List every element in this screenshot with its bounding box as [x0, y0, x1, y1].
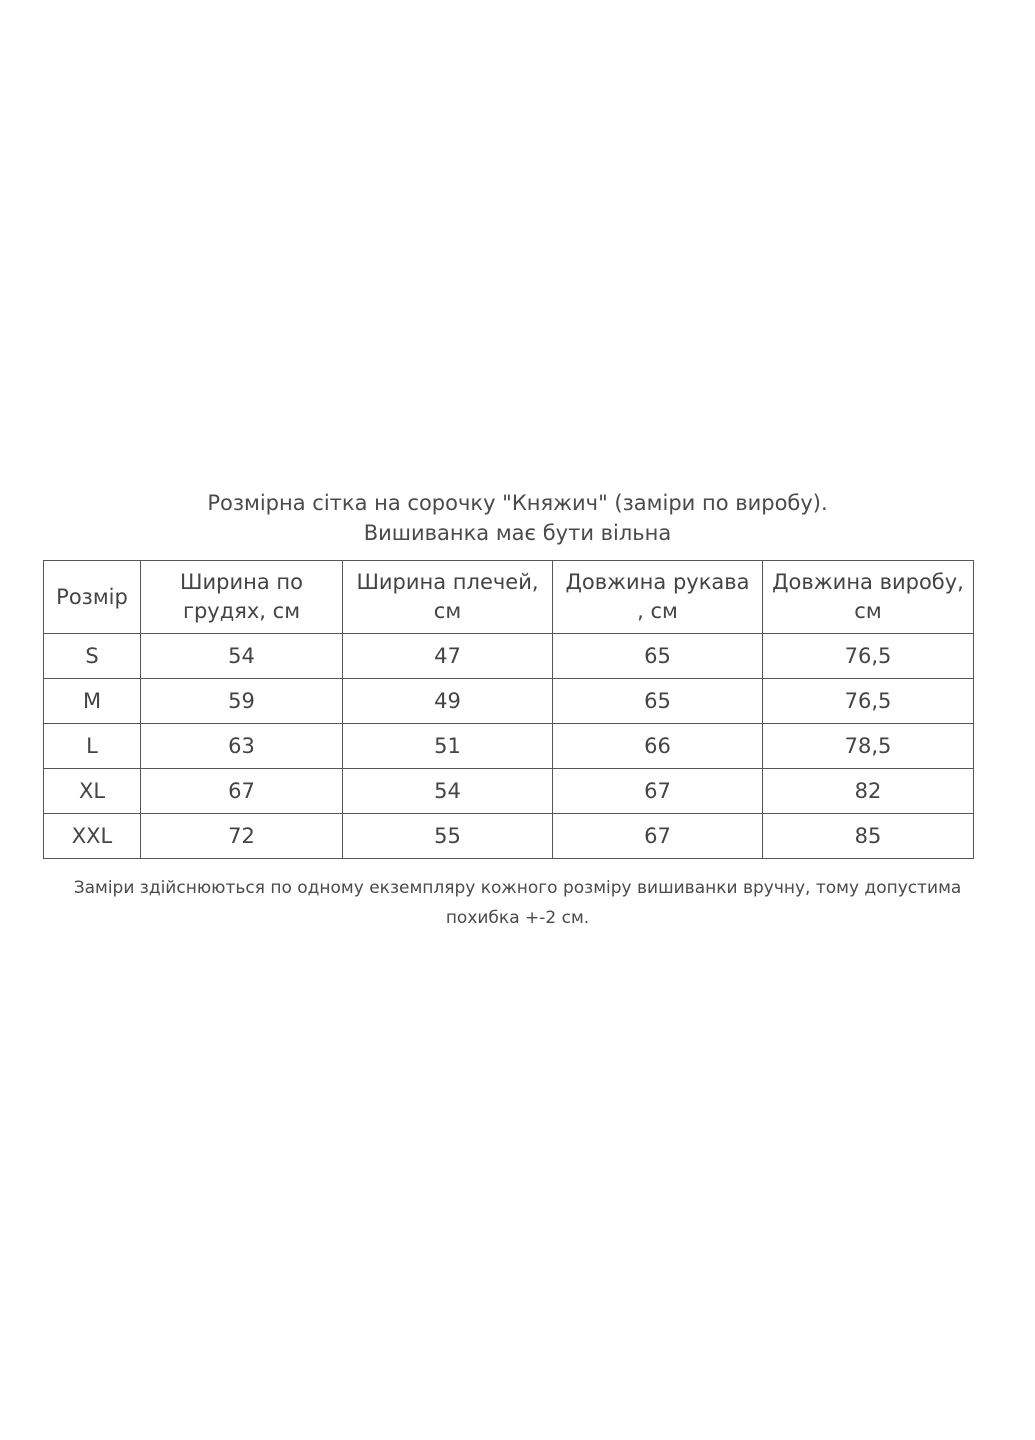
cell-shoulder-width: 51 [343, 724, 553, 769]
title-line-1: Розмірна сітка на сорочку "Княжич" (заміри по виробу). [207, 491, 828, 515]
cell-size: XXL [44, 814, 141, 859]
cell-size: S [44, 634, 141, 679]
title-line-2: Вишиванка має бути вільна [363, 521, 672, 545]
size-table [43, 560, 974, 859]
cell-shoulder-width: 54 [343, 769, 553, 814]
cell-shoulder-width: 55 [343, 814, 553, 859]
header-chest-width: Ширина по грудях, см [141, 561, 343, 634]
cell-chest-width: 63 [141, 724, 343, 769]
cell-chest-width: 67 [141, 769, 343, 814]
table-row [44, 679, 974, 724]
table-row [44, 634, 974, 679]
table-row [44, 724, 974, 769]
measurement-note: Заміри здійснюються по одному екземпляру кожного розміру вишиванки вручну, тому допустима похибка +-2 см. [73, 878, 962, 928]
cell-shoulder-width: 49 [343, 679, 553, 724]
cell-garment-length: 78,5 [763, 724, 974, 769]
cell-sleeve-length: 65 [553, 679, 763, 724]
cell-size: XL [44, 769, 141, 814]
table-header-row [44, 561, 974, 634]
table-row [44, 814, 974, 859]
cell-size: M [44, 679, 141, 724]
table-row [44, 769, 974, 814]
size-chart-title [0, 488, 1035, 548]
cell-garment-length: 76,5 [763, 634, 974, 679]
cell-sleeve-length: 67 [553, 769, 763, 814]
cell-size: L [44, 724, 141, 769]
header-garment-length: Довжина виробу, см [763, 561, 974, 634]
cell-sleeve-length: 66 [553, 724, 763, 769]
cell-sleeve-length: 65 [553, 634, 763, 679]
header-size: Розмір [44, 561, 141, 634]
cell-chest-width: 72 [141, 814, 343, 859]
size-chart-section [0, 488, 1035, 933]
header-shoulder-width: Ширина плечей, см [343, 561, 553, 634]
cell-garment-length: 85 [763, 814, 974, 859]
cell-sleeve-length: 67 [553, 814, 763, 859]
header-sleeve-length: Довжина рукава , см [553, 561, 763, 634]
cell-garment-length: 76,5 [763, 679, 974, 724]
cell-shoulder-width: 47 [343, 634, 553, 679]
cell-garment-length: 82 [763, 769, 974, 814]
cell-chest-width: 59 [141, 679, 343, 724]
cell-chest-width: 54 [141, 634, 343, 679]
